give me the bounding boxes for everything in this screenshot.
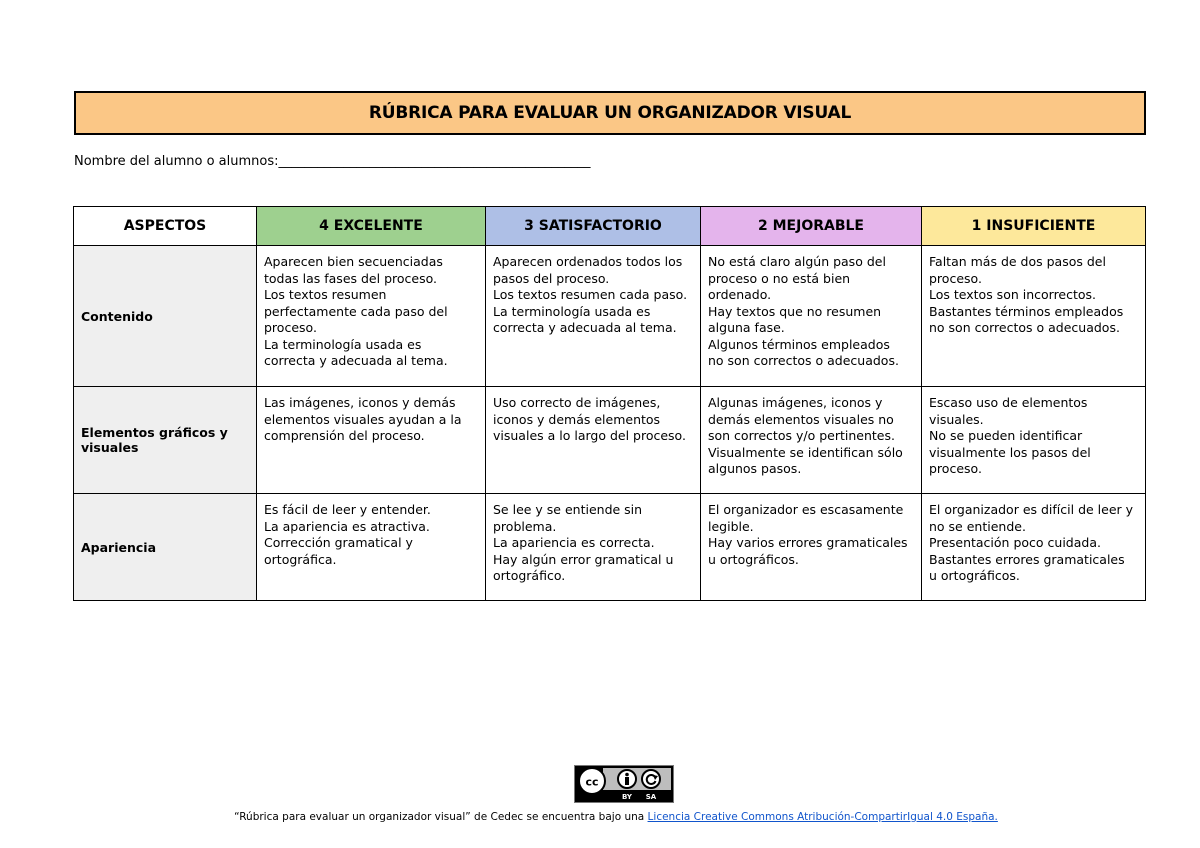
criterion-line: legible.	[708, 518, 754, 534]
criterion-line: algunos pasos.	[708, 461, 802, 476]
criterion-line: Los textos son incorrectos.	[929, 287, 1097, 302]
criterion-line: Es fácil de leer y entender.	[264, 502, 431, 517]
criterion-line: Hay textos que no resumen	[708, 303, 882, 319]
license-label-sa: SA	[645, 793, 657, 801]
svg-text:cc: cc	[585, 775, 599, 789]
criterion-line: perfectamente cada paso del	[264, 303, 448, 319]
criterion-cell-insuficiente	[922, 246, 1146, 387]
criterion-line: u ortográficos.	[708, 551, 799, 567]
criterion-line: son correctos y/o pertinentes.	[708, 428, 895, 443]
criterion-line: no son correctos o adecuados.	[708, 353, 899, 368]
criterion-line: elementos visuales ayudan a la	[264, 411, 462, 427]
rubric-row-contenido	[74, 246, 1146, 387]
criterion-line: Hay algún error gramatical u	[493, 551, 674, 567]
criterion-line: Algunos términos empleados	[708, 336, 890, 352]
criterion-line: Aparecen bien secuenciadas	[264, 254, 443, 269]
criterion-line: proceso o no está bien	[708, 270, 851, 286]
criterion-line: todas las fases del proceso.	[264, 270, 437, 286]
criterion-line: El organizador es escasamente	[708, 502, 904, 517]
criterion-line: La terminología usada es	[264, 336, 422, 352]
rubric-row-elementos-graficos	[74, 387, 1146, 494]
criterion-line: Los textos resumen cada paso.	[493, 287, 688, 302]
rubric-table	[73, 206, 1146, 601]
criterion-line: correcta y adecuada al tema.	[493, 320, 677, 335]
criterion-cell-excelente	[257, 387, 486, 494]
criterion-line: proceso.	[929, 461, 982, 476]
header-aspects: ASPECTOS	[74, 207, 257, 246]
criterion-line: Uso correcto de imágenes,	[493, 395, 661, 410]
criterion-cell-mejorable	[701, 246, 922, 387]
criterion-cell-mejorable	[701, 494, 922, 601]
criterion-line: No está claro algún paso del	[708, 254, 886, 269]
criterion-line: Hay varios errores gramaticales	[708, 535, 908, 550]
aspect-label: Elementos gráficos y visuales	[74, 387, 257, 494]
criterion-line: Las imágenes, iconos y demás	[264, 395, 456, 410]
criterion-line: ortográfico.	[493, 568, 566, 583]
criterion-line: ortográfica.	[264, 551, 337, 567]
page-title: RÚBRICA PARA EVALUAR UN ORGANIZADOR VISUAL	[74, 91, 1146, 135]
criterion-cell-insuficiente	[922, 494, 1146, 601]
cc-by-sa-license-icon	[575, 766, 673, 802]
footer-text: “Rúbrica para evaluar un organizador visual” de Cedec se encuentra bajo una	[234, 811, 648, 823]
criterion-line: La apariencia es atractiva.	[264, 518, 430, 534]
aspect-label: Contenido	[74, 246, 257, 387]
criterion-line: visuales.	[929, 411, 984, 427]
criterion-line: problema.	[493, 518, 557, 534]
criterion-cell-satisfactorio	[486, 387, 701, 494]
criterion-line: Presentación poco cuidada.	[929, 535, 1101, 550]
footer-attribution	[0, 811, 1200, 823]
criterion-line: alguna fase.	[708, 320, 785, 335]
criterion-cell-excelente	[257, 246, 486, 387]
criterion-line: Algunas imágenes, iconos y	[708, 395, 883, 410]
criterion-line: demás elementos visuales no	[708, 411, 894, 427]
criterion-line: Corrección gramatical y	[264, 535, 413, 550]
rubric-row-apariencia	[74, 494, 1146, 601]
criterion-cell-satisfactorio	[486, 246, 701, 387]
header-level-3: 3 SATISFACTORIO	[486, 207, 701, 246]
criterion-line: proceso.	[264, 320, 317, 335]
aspect-label: Apariencia	[74, 494, 257, 601]
criterion-line: Faltan más de dos pasos del	[929, 254, 1106, 269]
criterion-line: ordenado.	[708, 287, 772, 302]
criterion-cell-excelente	[257, 494, 486, 601]
license-badge[interactable]	[574, 765, 674, 803]
license-link[interactable]: Licencia Creative Commons Atribución-CompartirIgual 4.0 España.	[647, 811, 998, 823]
criterion-line: Se lee y se entiende sin	[493, 502, 643, 517]
criterion-line: La terminología usada es	[493, 303, 651, 319]
criterion-line: No se pueden identificar	[929, 428, 1083, 443]
criterion-line: visualmente los pasos del	[929, 444, 1091, 460]
criterion-line: u ortográficos.	[929, 568, 1020, 583]
criterion-cell-satisfactorio	[486, 494, 701, 601]
criterion-line: proceso.	[929, 270, 982, 286]
criterion-line: La apariencia es correcta.	[493, 535, 655, 550]
criterion-line: no se entiende.	[929, 518, 1026, 534]
criterion-line: Bastantes errores gramaticales	[929, 551, 1125, 567]
criterion-line: iconos y demás elementos	[493, 411, 661, 427]
criterion-line: Bastantes términos empleados	[929, 303, 1124, 319]
student-name-line: Nombre del alumno o alumnos:________________________________________________	[74, 154, 591, 169]
criterion-line: correcta y adecuada al tema.	[264, 353, 448, 368]
criterion-cell-insuficiente	[922, 387, 1146, 494]
license-label-by: BY	[621, 793, 633, 801]
criterion-line: pasos del proceso.	[493, 270, 610, 286]
criterion-line: Aparecen ordenados todos los	[493, 254, 683, 269]
criterion-line: Escaso uso de elementos	[929, 395, 1088, 410]
criterion-cell-mejorable	[701, 387, 922, 494]
criterion-line: El organizador es difícil de leer y	[929, 502, 1134, 517]
criterion-line: Visualmente se identifican sólo	[708, 444, 903, 460]
criterion-line: no son correctos o adecuados.	[929, 320, 1120, 335]
criterion-line: visuales a lo largo del proceso.	[493, 428, 686, 443]
header-level-2: 2 MEJORABLE	[701, 207, 922, 246]
header-level-4: 4 EXCELENTE	[257, 207, 486, 246]
header-level-1: 1 INSUFICIENTE	[922, 207, 1146, 246]
header-row	[74, 207, 1146, 246]
criterion-line: Los textos resumen	[264, 287, 387, 302]
criterion-line: comprensión del proceso.	[264, 428, 425, 443]
